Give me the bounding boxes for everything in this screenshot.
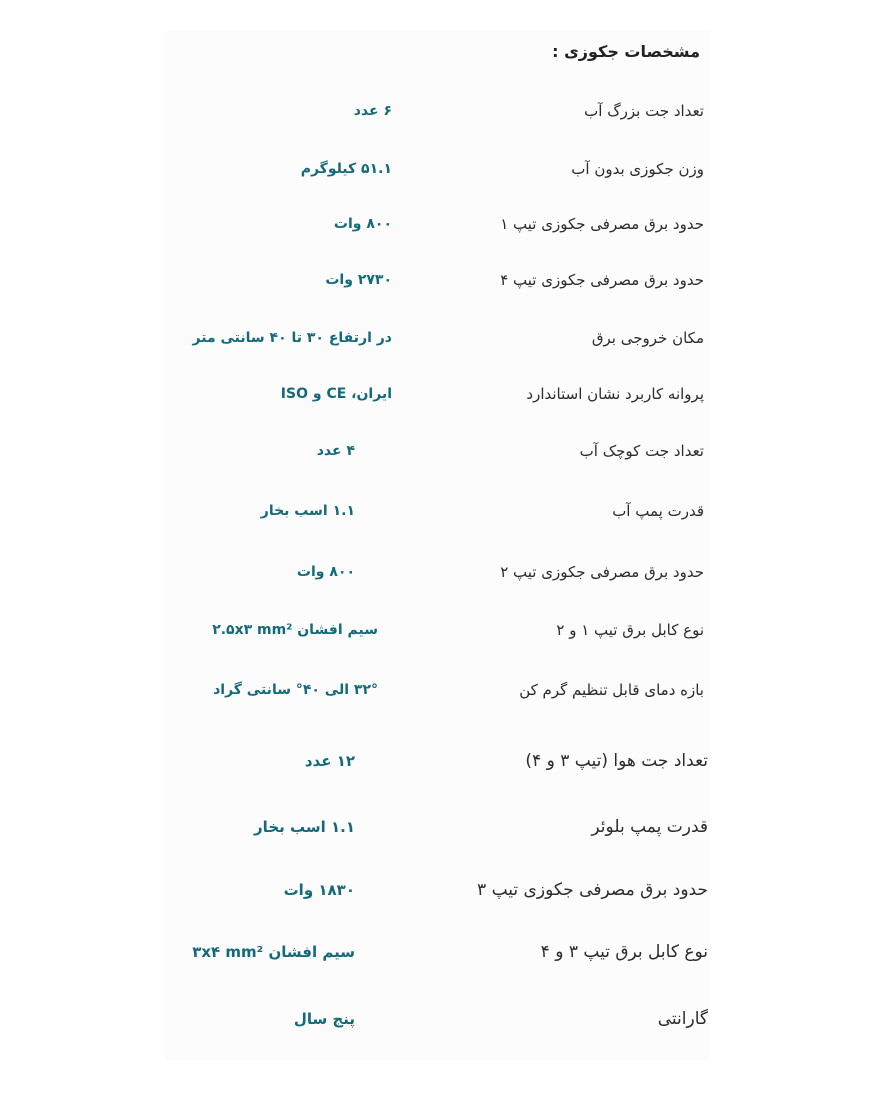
spec-label: تعداد جت بزرگ آب — [584, 102, 704, 120]
spec-value: پنج سال — [293, 1010, 355, 1028]
spec-row — [0, 265, 870, 295]
spec-row — [0, 96, 870, 126]
spec-label: حدود برق مصرفی جکوزی تیپ ۳ — [477, 880, 708, 900]
spec-label: وزن جکوزی بدون آب — [571, 160, 704, 178]
spec-label: حدود برق مصرفی جکوزی تیپ ۲ — [500, 563, 704, 581]
spec-panel — [165, 30, 710, 1060]
spec-value: ۴ عدد — [316, 443, 355, 459]
spec-row — [0, 379, 870, 409]
spec-label: نوع کابل برق تیپ ۳ و ۴ — [540, 942, 708, 962]
spec-value: ۸۰۰ وات — [333, 216, 392, 232]
spec-label: قدرت پمپ آب — [612, 502, 704, 520]
spec-row — [0, 615, 870, 645]
spec-label: نوع کابل برق تیپ ۱ و ۲ — [556, 621, 704, 639]
spec-value: ۱۲ عدد — [304, 752, 355, 770]
spec-value: سیم افشان ۳x۴ mm² — [192, 943, 355, 961]
spec-row — [0, 154, 870, 184]
spec-label: تعداد جت کوچک آب — [579, 442, 704, 460]
spec-value: ۱.۱ اسب بخار — [260, 503, 355, 519]
spec-label: مکان خروجی برق — [591, 329, 704, 347]
spec-row — [0, 209, 870, 239]
spec-row — [0, 496, 870, 526]
spec-label: گارانتی — [657, 1009, 708, 1029]
spec-row — [0, 746, 870, 776]
spec-label: تعداد جت هوا (تیپ ۳ و ۴) — [525, 751, 708, 771]
spec-value: در ارتفاع ۳۰ تا ۴۰ سانتی متر — [192, 330, 392, 346]
spec-value: ۲۷۳۰ وات — [325, 272, 392, 288]
spec-value: ۶ عدد — [353, 103, 392, 119]
spec-value: ۳۲° الی ۴۰° سانتی گراد — [213, 682, 378, 698]
spec-label: قدرت پمپ بلوئر — [591, 817, 708, 837]
spec-row — [0, 557, 870, 587]
spec-value: ۱.۱ اسب بخار — [254, 818, 355, 836]
spec-row — [0, 812, 870, 842]
spec-row — [0, 875, 870, 905]
spec-heading: مشخصات جکوزی : — [552, 42, 700, 61]
spec-value: ۱۸۳۰ وات — [283, 881, 355, 899]
spec-label: پروانه کاربرد نشان استاندارد — [526, 385, 704, 403]
spec-label: حدود برق مصرفی جکوزی تیپ ۴ — [500, 271, 704, 289]
spec-row — [0, 1004, 870, 1034]
spec-row — [0, 675, 870, 705]
spec-row — [0, 323, 870, 353]
spec-label: بازه دمای قابل تنظیم گرم کن — [519, 681, 704, 699]
spec-row — [0, 436, 870, 466]
spec-row — [0, 937, 870, 967]
spec-value: ۸۰۰ وات — [296, 564, 355, 580]
spec-label: حدود برق مصرفی جکوزی تیپ ۱ — [500, 215, 704, 233]
spec-value: سیم افشان ۲.۵x۳ mm² — [212, 622, 378, 638]
spec-value: ایران، CE و ISO — [280, 386, 392, 402]
spec-value: ۵۱.۱ کیلوگرم — [300, 161, 392, 177]
